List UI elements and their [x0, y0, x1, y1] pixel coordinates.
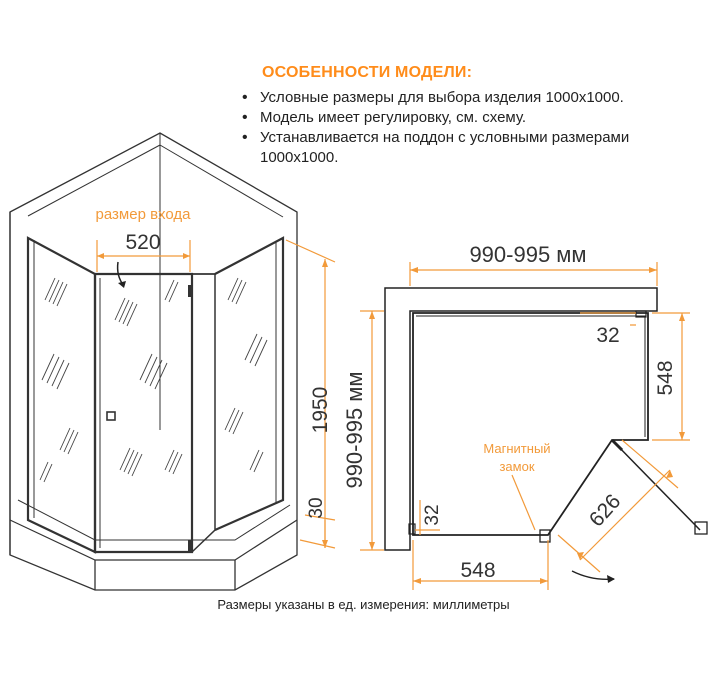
height-label: 1950: [309, 386, 332, 434]
bottom-side-label: 548: [460, 559, 496, 582]
hinge-top-icon: [188, 285, 192, 297]
feature-item: • Устанавливается на поддон с условными размерами 1000x1000.: [260, 128, 710, 168]
feature-item: • Условные размеры для выбора изделия 1000x1000.: [260, 88, 710, 108]
right-side-label: 548: [654, 360, 677, 396]
glass-reflections: [40, 278, 267, 482]
right-glass-panel: [215, 238, 283, 530]
front-view: [10, 133, 297, 590]
plan-view: [385, 288, 707, 583]
tray-height-label: 30: [306, 497, 327, 519]
entrance-width-label: 520: [125, 231, 161, 254]
features-title: ОСОБЕННОСТИ МОДЕЛИ:: [262, 64, 473, 81]
door-diag-label: 626: [584, 489, 626, 532]
feature-item: • Модель имеет регулировку, см. схему.: [260, 108, 710, 128]
left-offset-label: 32: [422, 504, 443, 526]
top-offset-label: 32: [596, 324, 620, 347]
front-dimensions: [97, 240, 335, 548]
hinge-bottom-icon: [188, 540, 192, 552]
left-depth-label: 990-995 мм: [342, 371, 367, 489]
entrance-label: размер входа: [95, 206, 191, 223]
wall-outline: [10, 133, 297, 590]
units-footnote: Размеры указаны в ед. измерения: миллиметры: [217, 597, 510, 612]
door-open-position: [612, 440, 700, 530]
door-handle-plan-icon: [695, 522, 707, 534]
door-panel: [95, 274, 192, 552]
door-handle-icon: [107, 412, 115, 420]
top-width-label: 990-995 мм: [469, 242, 587, 267]
lock-label-line2: замок: [499, 459, 535, 474]
lock-label-line1: Магнитный: [483, 441, 551, 456]
